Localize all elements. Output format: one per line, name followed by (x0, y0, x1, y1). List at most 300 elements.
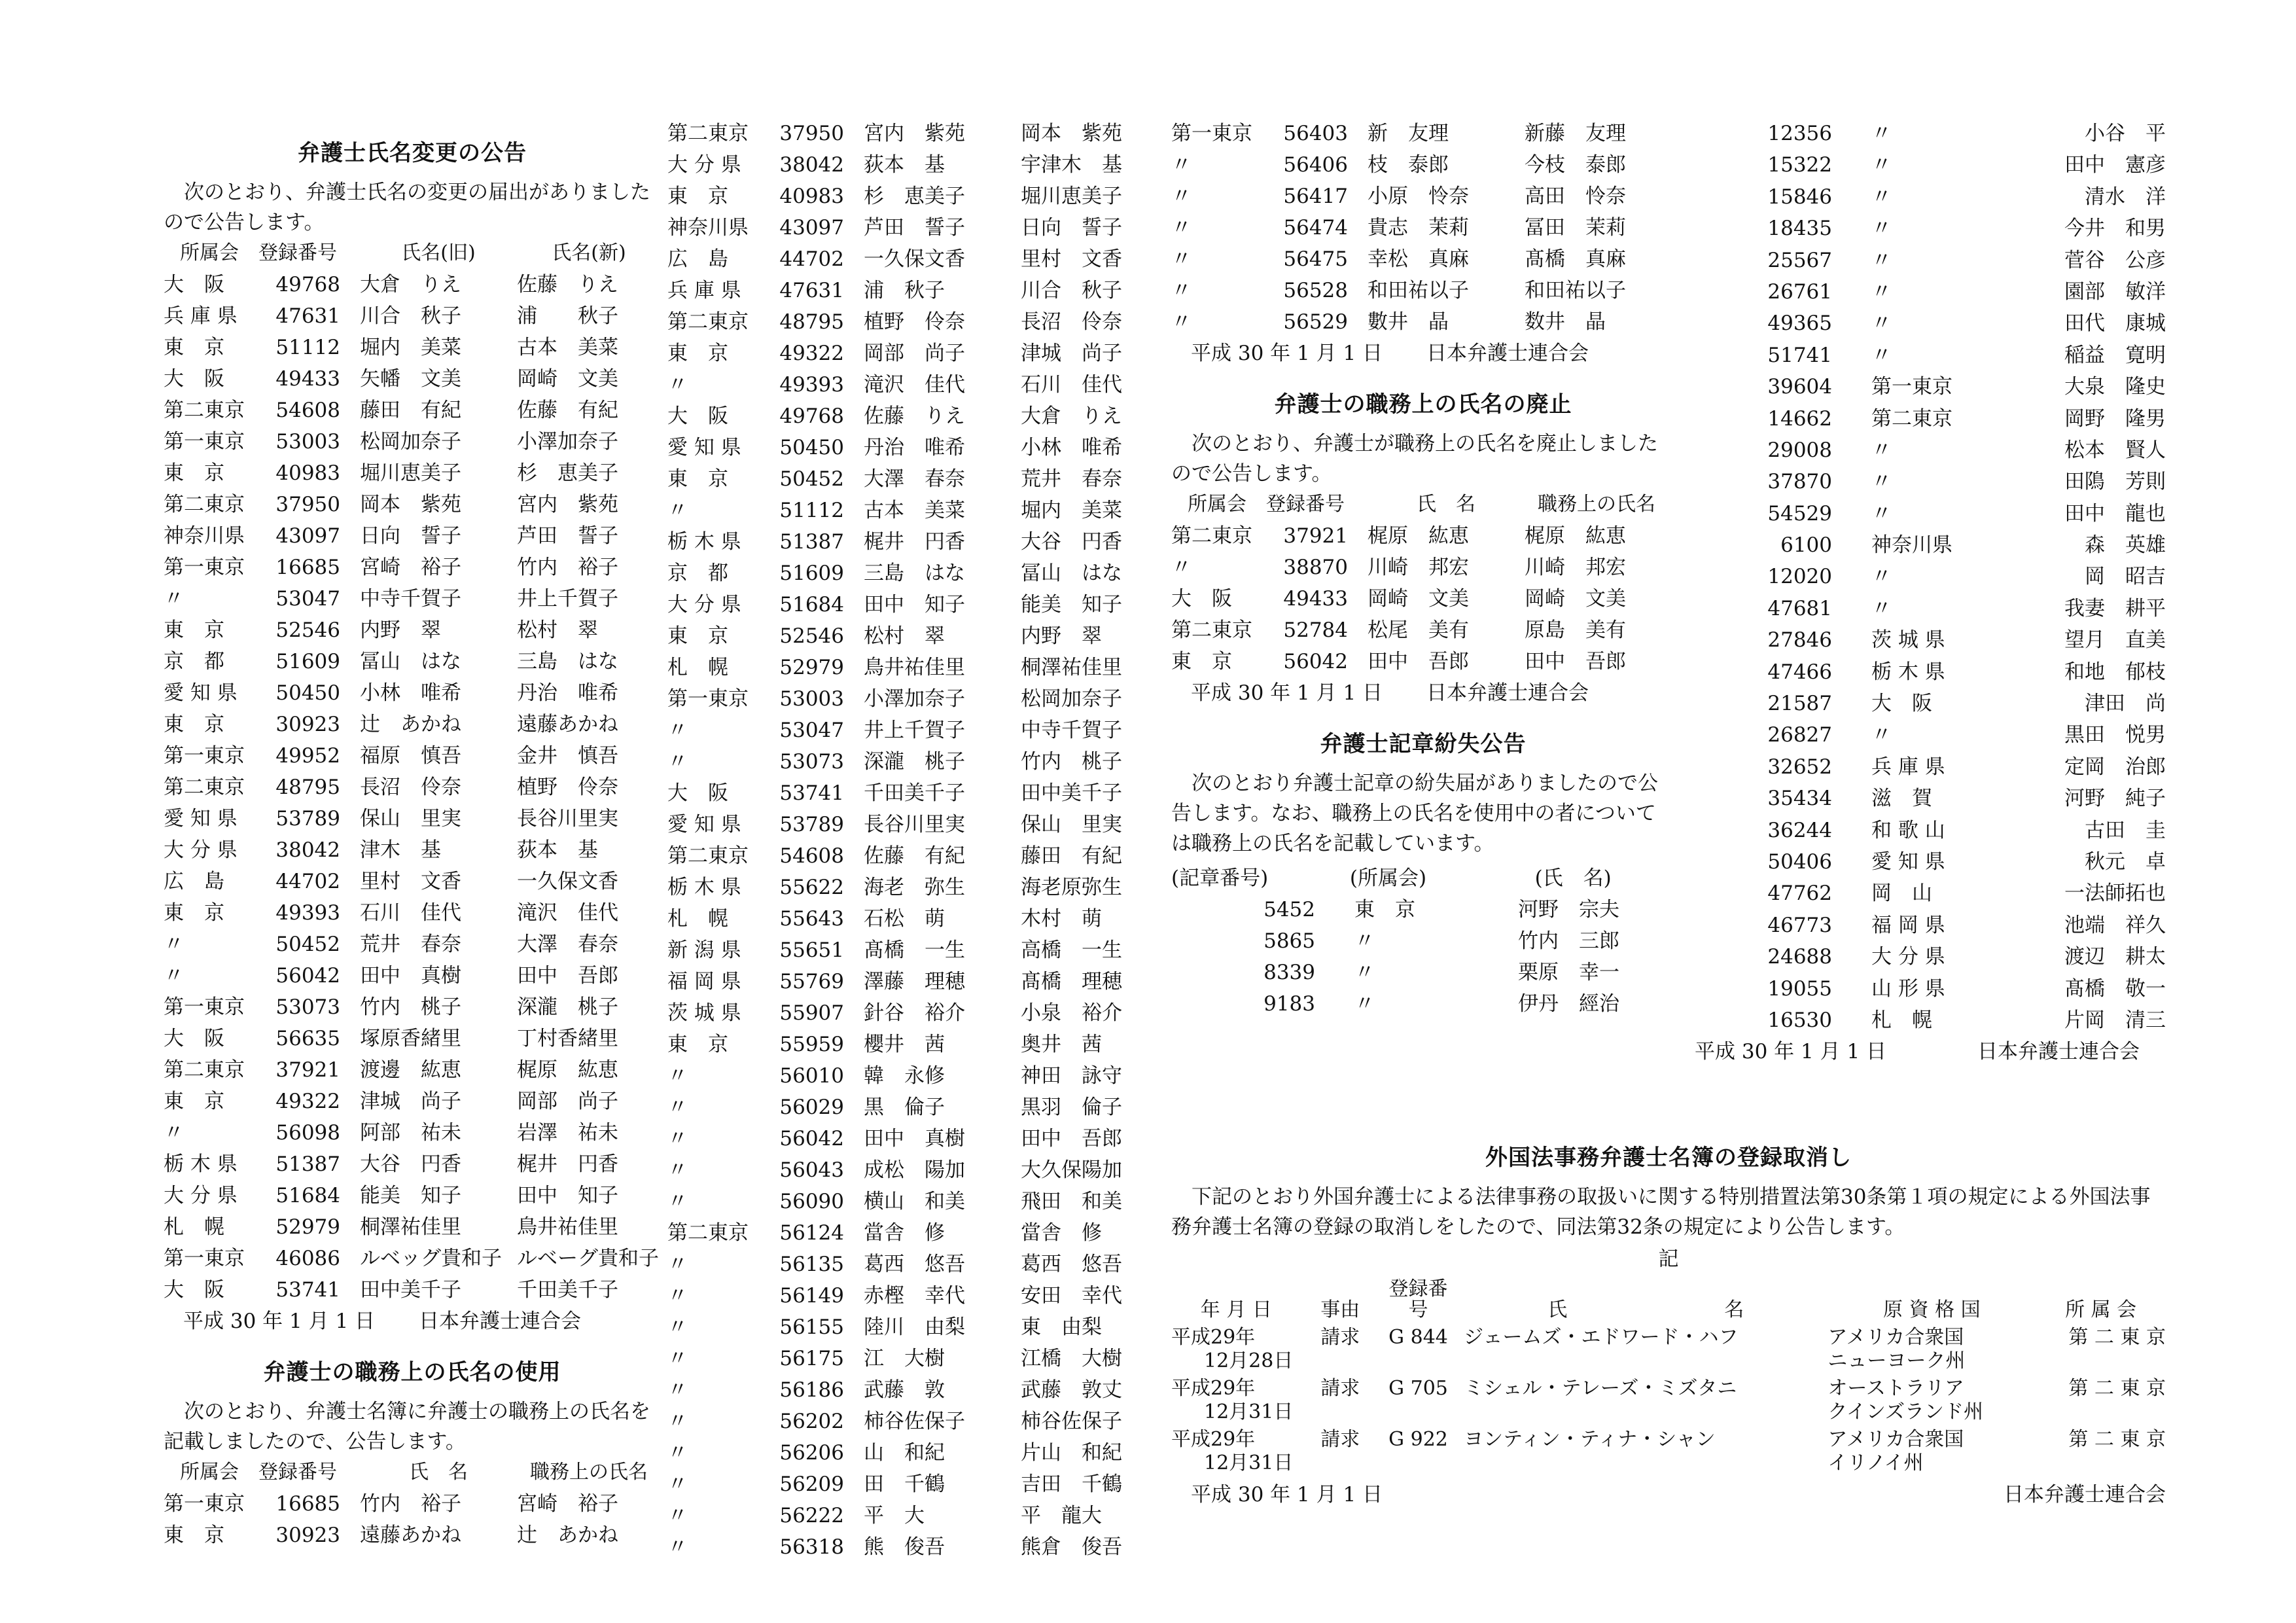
bar-association: 東 京 (164, 461, 224, 485)
registration-number: 55769 (779, 970, 844, 993)
name-after: 梶原 紘恵 (1525, 524, 1626, 548)
bar-association: 〃 (164, 587, 184, 611)
work-name-use-row (667, 683, 1171, 715)
registration-number: 49433 (1283, 587, 1348, 611)
name-after: 千田美千子 (517, 1278, 618, 1302)
bar-association: 〃 (1354, 992, 1375, 1016)
badge-number: 29008 (1767, 438, 1832, 462)
name-before: 矢幡 文美 (360, 367, 461, 391)
registration-number: 50450 (275, 681, 340, 705)
name-after: 佐藤 りえ (517, 273, 618, 296)
name-change-row (164, 457, 661, 489)
registration-number: G 705 (1388, 1377, 1448, 1400)
work-name-use-row (667, 1406, 1171, 1437)
work-name-use-row (164, 1488, 661, 1520)
name-after: 佐藤 有紀 (517, 399, 618, 422)
name-change-row (164, 1180, 661, 1211)
badge-loss-row (1695, 529, 2166, 561)
name-before: 髙橋 一生 (864, 938, 965, 962)
name-before: 田 千鶴 (864, 1472, 945, 1496)
name-after: 荒井 春奈 (1021, 467, 1122, 491)
badge-loss-row (1695, 561, 2166, 592)
name-after: 片山 和紀 (1021, 1441, 1122, 1465)
name-after: 井上千賀子 (517, 587, 618, 611)
badge-number: 9183 (1263, 992, 1315, 1016)
lawyer-name: 和地 郁枝 (2064, 660, 2166, 684)
work-name-use-row (667, 1500, 1171, 1531)
work-name-use-row (667, 369, 1171, 401)
work-name-use-row (667, 589, 1171, 620)
bar-association: 東 京 (667, 185, 728, 208)
origin-country: アメリカ合衆国 イリノイ州 (1828, 1428, 1964, 1474)
registration-number: 53073 (275, 995, 340, 1019)
lawyer-name: 津田 尚 (2085, 692, 2166, 716)
registration-number: 55907 (779, 1001, 844, 1025)
registration-number: 52979 (275, 1215, 340, 1239)
work-name-use-table-part3 (1171, 118, 1675, 338)
work-name-use-row (667, 1437, 1171, 1469)
name-change-row (164, 1086, 661, 1117)
lawyer-name: 菅谷 公彦 (2064, 248, 2166, 272)
registration-number: 40983 (275, 461, 340, 485)
registration-number: 56043 (779, 1158, 844, 1182)
bar-association: 〃 (1171, 247, 1192, 271)
bar-association: 第二東京 (164, 1058, 245, 1082)
bar-association: 兵 庫 県 (1871, 755, 1945, 779)
work-name-use-row (667, 777, 1171, 809)
bar-association: 第一東京 (164, 1492, 245, 1516)
bar-association: 〃 (1171, 216, 1192, 240)
bar-association: 東 京 (667, 467, 728, 491)
bar-association: 第 二 東 京 (2068, 1377, 2166, 1400)
work-name-use-row (667, 149, 1171, 181)
registration-number: 56010 (779, 1064, 844, 1088)
registration-number: 56029 (779, 1096, 844, 1119)
lawyer-name: 河野 宗夫 (1518, 898, 1619, 921)
registration-number: 49768 (779, 404, 844, 428)
bar-association: 第二東京 (667, 1221, 749, 1245)
work-name-abolish-row (1171, 583, 1675, 615)
lawyer-name: 一法師拓也 (2064, 882, 2166, 906)
bar-association: 東 京 (164, 713, 224, 736)
name-after: 丹治 唯希 (517, 681, 618, 705)
name-after: 長沼 伶奈 (1021, 310, 1122, 334)
badge-loss-row (1695, 878, 2166, 909)
column-4 (1695, 118, 2166, 1067)
registration-number: 50450 (779, 436, 844, 459)
name-change-row (164, 866, 661, 897)
registration-number: 56042 (275, 964, 340, 988)
work-name-use-row (667, 306, 1171, 338)
bar-association: 〃 (667, 719, 688, 742)
registration-number: 56474 (1283, 216, 1348, 240)
lawyer-name: 岡野 隆男 (2064, 406, 2166, 431)
registration-number: 53073 (779, 750, 844, 774)
registration-number: 51684 (275, 1184, 340, 1207)
work-name-use-row (667, 997, 1171, 1029)
name-after: 黒羽 倫子 (1021, 1096, 1122, 1119)
name-before: 竹内 桃子 (360, 995, 461, 1019)
bar-association: 〃 (667, 1535, 688, 1559)
bar-association: 大 阪 (164, 1027, 224, 1050)
name-after: 熊倉 俊吾 (1021, 1535, 1122, 1559)
registration-number: 55643 (779, 907, 844, 931)
name-after: 髙橋 真麻 (1525, 247, 1626, 271)
registration-number: 37921 (1283, 524, 1348, 548)
name-change-row (164, 1023, 661, 1054)
bar-association: 東 京 (164, 901, 224, 925)
name-change-row (164, 332, 661, 363)
work-name-use-row (667, 1531, 1171, 1563)
work-name-use-row (667, 432, 1171, 463)
badge-loss-row (1695, 498, 2166, 529)
registration-number: 51684 (779, 593, 844, 616)
badge-number: 50406 (1767, 849, 1832, 874)
work-name-use-row (667, 1123, 1171, 1154)
registration-number: 37950 (779, 122, 844, 145)
registration-number: 49393 (275, 901, 340, 925)
name-before: 植野 伶奈 (864, 310, 965, 334)
bar-association: 〃 (1871, 723, 1892, 747)
name-before: 岡崎 文美 (1368, 587, 1469, 611)
registration-number: 52546 (275, 618, 340, 642)
bar-association: 広 島 (667, 247, 728, 271)
bar-association: 東 京 (667, 342, 728, 365)
work-name-use-row (667, 872, 1171, 903)
name-before: 小澤加奈子 (864, 687, 965, 711)
badge-number: 15322 (1767, 153, 1832, 177)
name-after: 宮崎 裕子 (517, 1492, 618, 1516)
name-after: 田中 吾郎 (517, 964, 618, 988)
name-before: 滝沢 佳代 (864, 373, 965, 397)
registration-number: 56206 (779, 1441, 844, 1465)
name-before: 冨山 はな (360, 650, 461, 673)
name-after: 杉 恵美子 (517, 461, 618, 485)
name-after: 小澤加奈子 (517, 430, 618, 454)
work-name-use-row (667, 1092, 1171, 1123)
bar-association: 第一東京 (164, 556, 245, 579)
badge-loss-row (1695, 1005, 2166, 1036)
badge-loss-row (1695, 181, 2166, 213)
registration-number: 37921 (275, 1058, 340, 1082)
badge-number: 49365 (1767, 312, 1832, 336)
name-before: 津木 基 (360, 838, 441, 862)
name-after: 滝沢 佳代 (517, 901, 618, 925)
name-change-row (164, 897, 661, 929)
badge-loss-row (1695, 688, 2166, 719)
badge-loss-row (1695, 213, 2166, 244)
name-before: 松尾 美有 (1368, 618, 1469, 642)
registration-number: 44702 (275, 870, 340, 893)
bar-association: 東 京 (667, 1033, 728, 1056)
name-change-row (164, 709, 661, 740)
name-after: 大澤 春奈 (517, 933, 618, 956)
registration-number: G 844 (1388, 1326, 1448, 1349)
bar-association: 〃 (1871, 248, 1892, 272)
name-change-row (164, 395, 661, 426)
bar-association: 茨 城 県 (1871, 628, 1945, 652)
badge-loss-row (1695, 783, 2166, 814)
name-after: 辻 あかね (517, 1524, 618, 1547)
name-change-row (164, 1149, 661, 1180)
bar-association: 兵 庫 県 (667, 279, 741, 302)
registration-number: 49768 (275, 273, 340, 296)
name-before: 熊 俊吾 (864, 1535, 945, 1559)
bar-association: 〃 (1871, 343, 1892, 367)
name-before: 渡邊 紘恵 (360, 1058, 461, 1082)
work-name-use-table-part1 (164, 1488, 661, 1551)
name-change-row (164, 520, 661, 552)
name-before: 成松 陽加 (864, 1158, 965, 1182)
name-before: 内野 翠 (360, 618, 441, 642)
badge-number: 16530 (1767, 1008, 1832, 1032)
badge-number: 14662 (1767, 406, 1832, 431)
name-after: 保山 里実 (1021, 813, 1122, 836)
registration-number: 53047 (275, 587, 340, 611)
work-name-use-intro: 次のとおり、弁護士名簿に弁護士の職務上の氏名を記載しましたので、公告します。 (164, 1400, 650, 1454)
name-change-row (164, 834, 661, 866)
badge-number: 24688 (1767, 945, 1832, 969)
name-change-row (164, 929, 661, 960)
registration-number: 51387 (275, 1152, 340, 1176)
registration-number: 47631 (779, 279, 844, 302)
name-before: 平 大 (864, 1504, 925, 1527)
bar-association: 〃 (1871, 153, 1892, 177)
badge-loss-row (1695, 973, 2166, 1005)
reason: 請求 (1320, 1326, 1360, 1349)
badge-number: 25567 (1767, 248, 1832, 272)
name-after: 浦 秋子 (517, 304, 618, 328)
bar-association: 栃 木 県 (667, 876, 741, 899)
name-after: 大倉 りえ (1021, 404, 1122, 428)
lawyer-name: ジェームズ・エドワード・ハフ (1464, 1326, 1739, 1349)
registration-number: 53003 (275, 430, 340, 454)
badge-number: 39604 (1767, 375, 1832, 399)
bar-association: 神奈川県 (667, 216, 749, 240)
registration-number: 52784 (1283, 618, 1348, 642)
work-name-use-row (667, 1154, 1171, 1186)
registration-number: 50452 (779, 467, 844, 491)
badge-loss-row (1695, 719, 2166, 751)
name-before: 三島 はな (864, 562, 965, 585)
name-after: 堀内 美菜 (1021, 499, 1122, 522)
registration-number: 50452 (275, 933, 340, 956)
work-name-use-row (667, 652, 1171, 683)
lawyer-name: 今井 和男 (2064, 217, 2166, 241)
work-name-use-row (667, 1186, 1171, 1217)
bar-association: 〃 (1171, 279, 1192, 302)
name-before: 桐澤祐佳里 (360, 1215, 461, 1239)
name-before: 古本 美菜 (864, 499, 965, 522)
badge-loss-row (1695, 656, 2166, 688)
name-after: 田中 吾郎 (1021, 1127, 1122, 1150)
badge-number: 46773 (1767, 913, 1832, 937)
bar-association: 〃 (1871, 501, 1892, 526)
foreign-lawyer-intro: 下記のとおり外国弁護士による法律事務の取扱いに関する特別措置法第30条第１項の規定による外国法事務弁護士名簿の登録の取消しをしたので、同法第32条の規定により公告します。 (1171, 1185, 2151, 1239)
foreign-lawyer-title: 外国法事務弁護士名簿の登録取消し (1485, 1145, 1852, 1171)
work-name-use-row (1171, 118, 1675, 149)
lawyer-name: 園部 敏洋 (2064, 279, 2166, 304)
lawyer-name: 田代 康城 (2064, 312, 2166, 336)
name-after: 松岡加奈子 (1021, 687, 1122, 711)
bar-association: 〃 (667, 1347, 688, 1370)
badge-loss-row (1695, 371, 2166, 402)
lawyer-name: 稲益 寛明 (2064, 343, 2166, 367)
registration-number: 56475 (1283, 247, 1348, 271)
bar-association: 第一東京 (164, 995, 245, 1019)
lawyer-name: ヨンティン・ティナ・シャン (1464, 1428, 1716, 1451)
name-after: 宇津木 基 (1021, 153, 1122, 177)
name-before: 辻 あかね (360, 713, 461, 736)
bar-association: 第二東京 (164, 493, 245, 516)
name-after: 里村 文香 (1021, 247, 1122, 271)
bar-association: 〃 (164, 1121, 184, 1145)
name-before: ルベッグ貴和子 (360, 1247, 502, 1270)
registration-number: 53741 (275, 1278, 340, 1302)
name-after: 三島 はな (517, 650, 618, 673)
name-after: 海老原弥生 (1021, 876, 1122, 899)
bar-association: 東 京 (164, 336, 224, 359)
name-before: 田中 知子 (864, 593, 965, 616)
badge-loss-row (1695, 466, 2166, 497)
bar-association: 〃 (667, 373, 688, 397)
registration-number: 30923 (275, 713, 340, 736)
registration-number: 56202 (779, 1410, 844, 1433)
badge-number: 5865 (1263, 929, 1315, 953)
name-before: 一久保文香 (864, 247, 965, 271)
lawyer-name: 小谷 平 (2085, 122, 2166, 145)
bar-association: 第一東京 (164, 744, 245, 768)
name-before: 和田祐以子 (1368, 279, 1469, 302)
name-before: 大倉 りえ (360, 273, 461, 296)
bar-association: 東 京 (164, 618, 224, 642)
registration-number: 52546 (779, 624, 844, 648)
registration-number: 51112 (275, 336, 340, 359)
work-name-use-row (667, 746, 1171, 777)
badge-loss-row (1171, 925, 1675, 957)
registration-number: 16685 (275, 1492, 340, 1516)
lawyer-name: 松本 賢人 (2064, 438, 2166, 462)
bar-association: 大 阪 (1171, 587, 1232, 611)
work-name-use-row (667, 212, 1171, 243)
bar-association: 第 二 東 京 (2068, 1326, 2166, 1349)
bar-association: 〃 (667, 1378, 688, 1402)
name-before: 津城 尚子 (360, 1090, 461, 1113)
name-before: 岡本 紫苑 (360, 493, 461, 516)
bar-association: 〃 (667, 1127, 688, 1150)
name-after: 新藤 友理 (1525, 122, 1626, 145)
registration-number: 56635 (275, 1027, 340, 1050)
lawyer-name: 田中 龍也 (2064, 501, 2166, 526)
bar-association: 大 分 県 (667, 153, 741, 177)
name-before: 堀川恵美子 (360, 461, 461, 485)
work-name-use-row (667, 1343, 1171, 1374)
name-before: 杉 恵美子 (864, 185, 965, 208)
name-change-row (164, 489, 661, 520)
badge-loss-row (1695, 340, 2166, 371)
badge-loss-title: 弁護士記章紛失公告 (1320, 731, 1527, 757)
name-change-row (164, 1211, 661, 1243)
registration-number: 56135 (779, 1253, 844, 1276)
bar-association: 東 京 (164, 1524, 224, 1547)
badge-number: 8339 (1263, 961, 1315, 984)
badge-loss-table-part2 (1695, 118, 2166, 1036)
bar-association: 福 岡 県 (1871, 913, 1945, 937)
name-after: 川合 秋子 (1021, 279, 1122, 302)
registration-number: 56155 (779, 1315, 844, 1339)
bar-association: 栃 木 県 (164, 1152, 238, 1176)
bar-association: 札 幌 (667, 656, 728, 679)
registration-number: 56209 (779, 1472, 844, 1496)
name-before: 貴志 茉莉 (1368, 216, 1469, 240)
registration-number: 56090 (779, 1190, 844, 1213)
badge-loss-row (1695, 751, 2166, 783)
name-change-row (164, 646, 661, 677)
name-before: 大谷 円香 (360, 1152, 461, 1176)
badge-number: 12356 (1767, 122, 1832, 145)
name-after: 岡本 紫苑 (1021, 122, 1122, 145)
name-after: 宮内 紫苑 (517, 493, 618, 516)
work-name-use-row (667, 1311, 1171, 1343)
bar-association: 京 都 (164, 650, 224, 673)
name-after: 平 龍大 (1021, 1504, 1102, 1527)
name-before: 佐藤 りえ (864, 404, 965, 428)
registration-number: 53789 (275, 807, 340, 830)
bar-association: 山 形 県 (1871, 976, 1945, 1001)
work-name-use-row (1171, 181, 1675, 212)
name-after: 植野 伶奈 (517, 776, 618, 799)
lawyer-name: 河野 純子 (2064, 787, 2166, 811)
name-before: 新 友理 (1368, 122, 1449, 145)
column-1 (164, 118, 661, 1551)
registration-number: 37950 (275, 493, 340, 516)
name-before: 塚原香緒里 (360, 1027, 461, 1050)
name-after: 奥井 茜 (1021, 1033, 1102, 1056)
name-after: 中寺千賀子 (1021, 719, 1122, 742)
registration-number: 43097 (779, 216, 844, 240)
bar-association: 第二東京 (667, 844, 749, 868)
registration-number: 38042 (275, 838, 340, 862)
ki-label: 記 (1658, 1247, 1679, 1271)
lawyer-name: 古田 圭 (2085, 818, 2166, 842)
name-after: 大久保陽加 (1021, 1158, 1122, 1182)
name-before: 福原 慎吾 (360, 744, 461, 768)
work-name-use-row (164, 1520, 661, 1551)
badge-number: 6100 (1780, 533, 1832, 558)
registration-number: 53741 (779, 781, 844, 805)
badge-number: 21587 (1767, 692, 1832, 716)
column-3 (1171, 118, 1675, 1020)
name-after: 石川 佳代 (1021, 373, 1122, 397)
work-name-abolish-title: 弁護士の職務上の氏名の廃止 (1274, 391, 1572, 418)
work-name-use-row (667, 1280, 1171, 1311)
foreign-lawyer-section (1171, 1122, 2166, 1510)
bar-association: 大 阪 (164, 367, 224, 391)
name-after: 飛田 和美 (1021, 1190, 1122, 1213)
name-before: 堀内 美菜 (360, 336, 461, 359)
badge-number: 26761 (1767, 279, 1832, 304)
work-name-use-row (667, 338, 1171, 369)
name-after: 梶井 円香 (517, 1152, 618, 1176)
name-before: 韓 永修 (864, 1064, 945, 1088)
bar-association: 第二東京 (667, 122, 749, 145)
badge-loss-signature: 平成 30 年 1 月 1 日 日本弁護士連合会 (1695, 1040, 2140, 1064)
lawyer-name: 伊丹 經治 (1518, 992, 1619, 1016)
registration-number: 56149 (779, 1284, 844, 1308)
work-name-use-row (667, 243, 1171, 275)
bar-association: 〃 (667, 1096, 688, 1119)
bar-association: 〃 (667, 1253, 688, 1276)
